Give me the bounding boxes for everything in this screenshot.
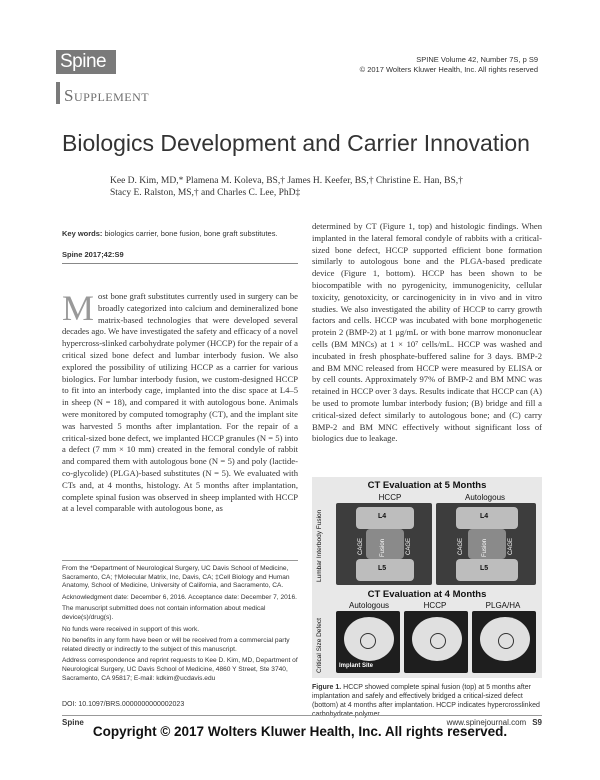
figure-bot-col-hccp: HCCP (423, 601, 447, 610)
body-column-left (62, 288, 298, 515)
label-l4: L4 (378, 513, 387, 520)
implant-site-label: Implant Site (339, 663, 374, 669)
footnote-correspondence: Address correspondence and reprint requests to Kee D. Kim, MD, Department of Neurological Surgery, UC Davis School of Medicine, 4860 Y Street, Ste 3740, Sacramento, CA 95817; E-mail: kdkim@ucdavis.edu (62, 657, 298, 682)
figure-top-col-autologous: Autologous (464, 493, 506, 502)
label-cage-right: CAGE (406, 537, 412, 555)
caption-label: Figure 1. (312, 684, 342, 691)
ct-image-hccp (336, 503, 432, 585)
implant-site-marker (430, 633, 446, 649)
figure-side-label-bottom: Critical Size Defect (316, 618, 323, 673)
label-cage-right: CAGE (508, 537, 514, 555)
authors-line-1: Kee D. Kim, MD,* Plamena M. Koleva, BS,† James H. Keefer, BS,† Christine E. Han, BS,† (110, 176, 463, 186)
ct-defect-plga (472, 611, 536, 673)
drop-cap: M (62, 288, 95, 328)
figure-bottom-title: CT Evaluation at 4 Months (367, 589, 487, 600)
footnote-funds: No funds were received in support of this work. (62, 625, 200, 633)
ct-image-autologous (436, 503, 536, 585)
journal-logo: Spine (56, 50, 116, 74)
footer-page-number: S9 (532, 718, 542, 727)
implant-site-marker (360, 633, 376, 649)
label-cage-left: CAGE (458, 537, 464, 555)
footnote-benefits: No benefits in any form have been or will be received from a commercial party related directly or indirectly to the subject of this manuscript. (62, 637, 290, 653)
figure-top-col-hccp: HCCP (378, 493, 402, 502)
caption-text: HCCP showed complete spinal fusion (top) at 5 months after implantation and safely and effectively bridged a critical-sized defect (bottom) at 4 months after implantation. HCCP indicates hypercrosslinked (312, 684, 540, 709)
figure-1 (312, 477, 542, 678)
figure-caption (312, 683, 542, 719)
article-title: Biologics Development and Carrier Innovation (62, 130, 530, 156)
footnote-device: The manuscript submitted does not contain information about medical device(s)/drug(s). (62, 605, 266, 621)
ct-defect-autologous (336, 611, 400, 673)
keywords (62, 229, 298, 239)
keywords-label: Key words: (62, 229, 103, 238)
journal-copyright-line: © 2017 Wolters Kluwer Health, Inc. All rights reserved (359, 65, 538, 74)
supplement-label: Supplement (64, 86, 150, 105)
footnote-affiliations: From the *Department of Neurological Surgery, UC Davis School of Medicine, Sacramento, CA; †Molecular Matrix, Inc, Davis, CA; ‡Cell Biology and Human Anatomy, School of Medicine, University of California, and Sacramento, CA. (62, 565, 290, 590)
body-column-right: determined by CT (Figure 1, top) and histologic findings. When implanted in the lateral femoral condyle of rabbits with a critical-sized bone defect, HCCP supported efficient bone formation similarly to autologous bone and the PLGA-based predicate device (Figure 1, bottom). HCCP has been shown to be biocompatible with no pyrogenicity, immunogenicity, cellular toxicity, genotoxicity, or carcinogenicity in in vivo and in vitro studies. We also investigated the ability of HCCP to carry growth factors and cells. HCCP was incubated with bone morphogenetic protein 2 (BMP-2) at 1 μg/mL or with bone marrow mononuclear cells (BM MNCs) at 1 × 10⁷ cells/mL. HCCP was washed and incubated in fresh phosphate-buffered saline for 3 days. BMP-2 and BM MNC released from HCCP were measured by ELISA or by cell counts. Approximately 97% of BMP-2 and BM MNC was retained in HCCP over 3 days. Results indicate that HCCP can (A) be used to promote lumbar interbody fusion; (B) bridge and fill a critical-sized defect similarly to autologous bone; and (C) carry BMP-2 and BM MNC effectively without significant loss of biologics due to leakage. (312, 221, 542, 444)
label-fusion: Fusion (380, 538, 386, 557)
figure-bot-col-autologous: Autologous (348, 601, 390, 610)
footnotes (62, 560, 298, 686)
label-cage-left: CAGE (358, 537, 364, 555)
footer-journal: Spine (62, 718, 84, 727)
label-l4: L4 (480, 513, 489, 520)
label-l5: L5 (378, 565, 387, 572)
figure-top-title: CT Evaluation at 5 Months (367, 480, 487, 491)
citation: Spine 2017;42:S9 (62, 250, 124, 259)
journal-info (360, 55, 538, 75)
logo-accent-bar (56, 82, 60, 104)
footer-divider (62, 715, 542, 716)
footnote-dates: Acknowledgment date: December 6, 2016. Acceptance date: December 7, 2016. (62, 593, 297, 601)
journal-volume-line: SPINE Volume 42, Number 7S, p S9 (416, 55, 538, 64)
implant-site-marker (498, 633, 514, 649)
label-fusion: Fusion (482, 538, 488, 557)
divider (62, 263, 298, 264)
keywords-text: biologics carrier, bone fusion, bone graft substitutes. (104, 229, 278, 238)
copyright-watermark: Copyright © 2017 Wolters Kluwer Health, Inc. All rights reserved. (92, 724, 508, 739)
footer-url[interactable]: www.spinejournal.com (446, 718, 527, 727)
figure-side-label-top: Lumbar Interbody Fusion (316, 509, 323, 582)
ct-defect-hccp (404, 611, 468, 673)
label-l5: L5 (480, 565, 489, 572)
doi: DOI: 10.1097/BRS.0000000000002023 (62, 701, 185, 708)
authors-line-2: Stacy E. Ralston, MS,† and Charles C. Lee, PhD‡ (110, 188, 301, 198)
figure-bot-col-plga: PLGA/HA (485, 601, 521, 610)
author-list (110, 175, 530, 199)
body-text-left: ost bone graft substitutes currently used in surgery can be broadly categorized into calcium and demineralized bone matrix-based technologies that were developed several decades ago. We have investigated the safety and efficacy of a novel hypercross-slinked carbohydrate polymer (HCCP) for the repair of a critical sized bone defect and lumbar interbody fusion. We also explored the possibility of utilizing HCCP as a carrier for various biologics. For lumbar interbody fusion, we custom-designed HCCP to fit into an interbody cage, implanted into the disc space at L4–5 in sheep (N = 18), and compared it with autologous bone. Animals were monitored by computed tomography (CT), and the implant site was harvested 5 months after implantation. For the repair of a critical-sized bone defect, we implanted HCCP granules (N = 5) into a defect (7 mm × 10 mm) created in the femoral condyle of rabbit and compared them with autologous bone (N = 5) and poly (lactide-co-glycolide) (PLGA)-based substitutes (N = 5). We evaluated with CTs and, at 4 months, histology. At 5 months after implantation, complete spinal fusion was observed in sheep implanted with HCCP at a level comparable with autologous bone, as (62, 291, 298, 514)
